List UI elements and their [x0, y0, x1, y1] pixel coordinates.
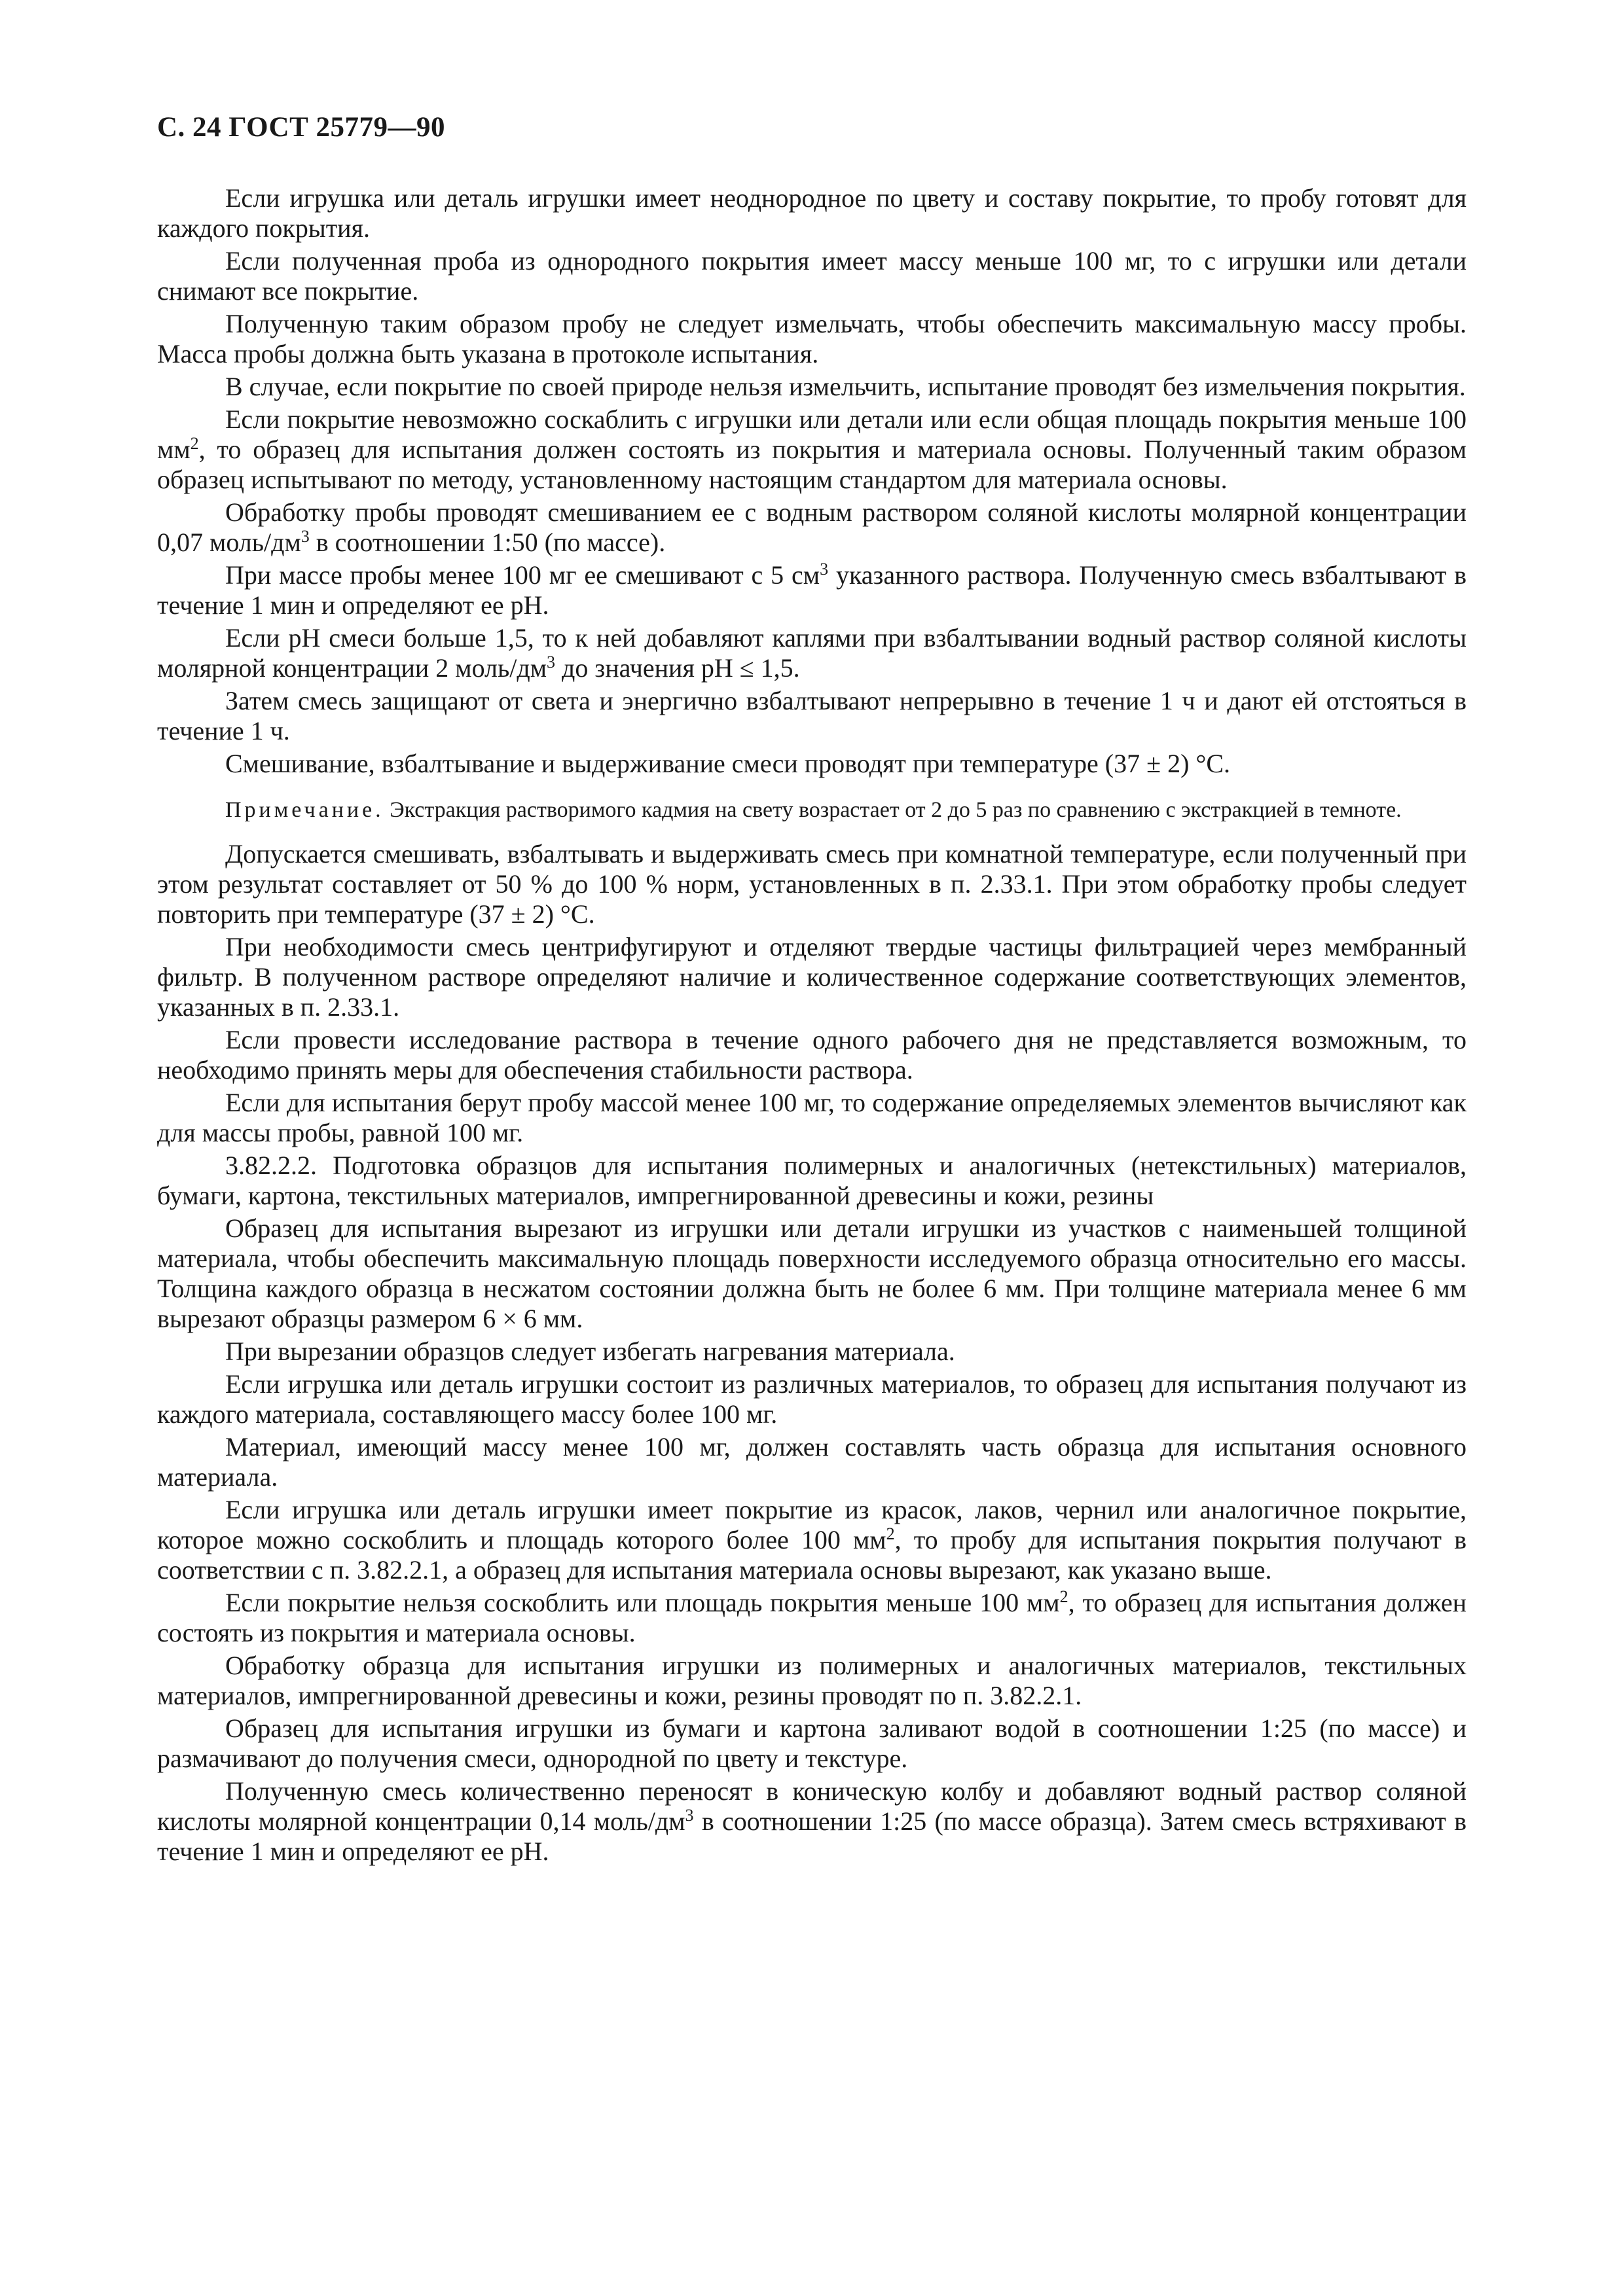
paragraph: Если игрушка или деталь игрушки имеет неоднородное по цвету и составу покрытие, то пробу готовят для каждого покрытия. — [157, 183, 1467, 243]
paragraph: Затем смесь защищают от света и энергично взбалтывают непрерывно в течение 1 ч и дают ей отстояться в течение 1 ч. — [157, 686, 1467, 745]
text-run: до значения pH ≤ 1,5. — [555, 653, 800, 683]
superscript: 2 — [886, 1524, 895, 1543]
document-page — [157, 111, 1467, 1869]
paragraph: Если провести исследование раствора в течение одного рабочего дня не представляется возможным, то необходимо принять меры для обеспечения стабильности раствора. — [157, 1025, 1467, 1085]
note-text: Экстракция растворимого кадмия на свету возрастает от 2 до 5 раз по сравнению с экстракцией в темноте. — [384, 798, 1402, 822]
paragraph: Полученную таким образом пробу не следует измельчать, чтобы обеспечить максимальную массу пробы. Масса пробы должна быть указана в протоколе испытания. — [157, 309, 1467, 368]
paragraph: В случае, если покрытие по своей природе нельзя измельчить, испытание проводят без измельчения покрытия. — [225, 372, 1466, 401]
paragraph — [157, 404, 1467, 495]
paragraph: Если игрушка или деталь игрушки состоит из различных материалов, то образец для испытания получают из каждого материала, составляющего массу более 100 мг. — [157, 1369, 1467, 1429]
paragraph: Обработку образца для испытания игрушки из полимерных и аналогичных материалов, текстильных материалов, импрегнированной древесины и кожи, резины проводят по п. 3.82.2.1. — [157, 1651, 1467, 1710]
paragraph: Смешивание, взбалтывание и выдерживание смеси проводят при температуре (37 ± 2) °С. — [225, 749, 1231, 778]
paragraph — [157, 1588, 1467, 1648]
text-run: При массе пробы менее 100 мг ее смешивают с 5 см — [225, 560, 820, 590]
paragraph: При необходимости смесь центрифугируют и отделяют твердые частицы фильтрацией через мембранный фильтр. В полученном растворе определяют наличие и количественное содержание соответствующих элементов, указанных в п. 2.33.1. — [157, 932, 1467, 1022]
page-header: С. 24 ГОСТ 25779—90 — [157, 112, 446, 143]
superscript: 3 — [685, 1806, 694, 1825]
text-run: Если покрытие нельзя соскоблить или площадь покрытия меньше 100 мм — [225, 1588, 1060, 1617]
text-run: Обработку пробы проводят смешиванием ее с водным раствором соляной кислоты молярной концентрации 0,07 моль/дм — [157, 497, 1467, 557]
text-run: Если игрушка или деталь игрушки имеет покрытие из красок, лаков, чернил или аналогичное покрытие, которое можно соскоблить и площадь которого более 100 мм — [157, 1495, 1467, 1554]
text-run: Полученную смесь количественно переносят в коническую колбу и добавляют водный раствор соляной кислоты молярной концентрации 0,14 моль/дм — [157, 1776, 1467, 1836]
paragraph: Материал, имеющий массу менее 100 мг, должен составлять часть образца для испытания основного материала. — [157, 1432, 1467, 1492]
superscript: 2 — [1059, 1587, 1068, 1606]
text-run: , то образец для испытания должен состоять из покрытия и материала основы. — [157, 1588, 1467, 1647]
text-run: Если pH смеси больше 1,5, то к ней добавляют каплями при взбалтывании водный раствор соляной кислоты молярной концентрации 2 моль/дм — [157, 623, 1467, 683]
paragraph: Допускается смешивать, взбалтывать и выдерживать смесь при комнатной температуре, если полученный при этом результат составляет от 50 % до 100 % норм, установленных в п. 2.33.1. При этом обработку пробы следует повторить при температуре (37 ± 2) °С. — [157, 839, 1467, 929]
paragraph — [157, 1776, 1467, 1867]
superscript: 3 — [301, 527, 310, 546]
paragraph — [157, 497, 1467, 558]
document-body — [157, 183, 1467, 1867]
paragraph — [157, 623, 1467, 683]
note — [157, 797, 1467, 823]
paragraph — [157, 560, 1467, 620]
text-run: в соотношении 1:25 (по массе образца). Затем смесь встряхивают в течение 1 мин и определяют ее pH. — [157, 1806, 1467, 1866]
paragraph: Образец для испытания игрушки из бумаги и картона заливают водой в соотношении 1:25 (по массе) и размачивают до получения смеси, однородной по цвету и текстуре. — [157, 1713, 1467, 1773]
text-run: Если покрытие невозможно соскаблить с игрушки или детали или если общая площадь покрытия меньше 100 мм — [157, 404, 1467, 464]
superscript: 2 — [190, 434, 199, 453]
note-label: Примечание. — [225, 798, 384, 822]
paragraph: Если полученная проба из однородного покрытия имеет массу меньше 100 мг, то с игрушки или детали снимают все покрытие. — [157, 246, 1467, 306]
text-run: в соотношении 1:50 (по массе). — [309, 528, 666, 557]
superscript: 3 — [820, 560, 829, 579]
text-run: указанного раствора. Полученную смесь взбалтывают в течение 1 мин и определяют ее pH. — [157, 560, 1467, 620]
paragraph: При вырезании образцов следует избегать нагревания материала. — [225, 1336, 955, 1366]
paragraph: Если для испытания берут пробу массой менее 100 мг, то содержание определяемых элементов вычисляют как для массы пробы, равной 100 мг. — [157, 1088, 1467, 1147]
text-run: , то пробу для испытания покрытия получают в соответствии с п. 3.82.2.1, а образец для испытания материала основы вырезают, как указано выше. — [157, 1525, 1467, 1585]
paragraph — [157, 1495, 1467, 1585]
text-run: , то образец для испытания должен состоять из покрытия и материала основы. Полученный таким образом образец испытывают по методу, установленному настоящим стандартом для материала основы. — [157, 435, 1467, 494]
paragraph: Образец для испытания вырезают из игрушки или детали игрушки из участков с наименьшей толщиной материала, чтобы обеспечить максимальную площадь поверхности исследуемого образца относительно его массы. Толщина каждого образца в несжатом состоянии должна быть не более 6 мм. При толщине материала менее 6 мм вырезают образцы размером 6 × 6 мм. — [157, 1213, 1467, 1333]
superscript: 3 — [547, 653, 556, 672]
section-heading: 3.82.2.2. Подготовка образцов для испытания полимерных и аналогичных (нетекстильных) материалов, бумаги, картона, текстильных материалов, импрегнированной древесины и кожи, резины — [157, 1151, 1467, 1210]
